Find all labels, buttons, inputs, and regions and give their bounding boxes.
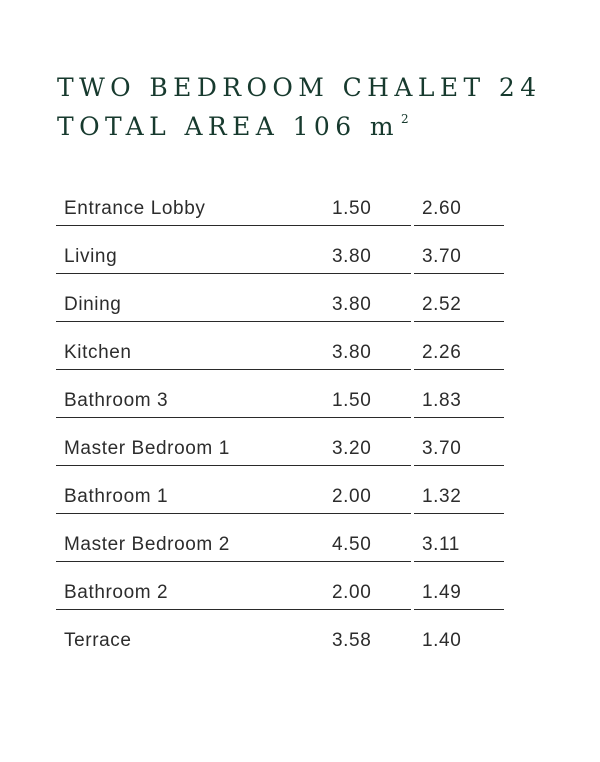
room-name: Dining bbox=[64, 294, 122, 315]
table-row bbox=[56, 417, 506, 465]
room-name: Master Bedroom 1 bbox=[64, 438, 230, 459]
table-row bbox=[56, 321, 506, 369]
room-dimension-2: 2.52 bbox=[422, 294, 462, 315]
total-area-text: TOTAL AREA 106 m bbox=[57, 112, 399, 141]
table-row bbox=[56, 561, 506, 609]
room-dimension-1: 2.00 bbox=[332, 486, 372, 507]
room-dimensions-table bbox=[56, 177, 506, 657]
room-dimension-2: 2.60 bbox=[422, 198, 462, 219]
room-dimension-1: 4.50 bbox=[332, 534, 372, 555]
room-name: Bathroom 3 bbox=[64, 390, 169, 411]
room-dimension-1: 1.50 bbox=[332, 198, 372, 219]
room-dimension-1: 3.20 bbox=[332, 438, 372, 459]
room-dimension-2: 3.70 bbox=[422, 246, 462, 267]
table-row bbox=[56, 369, 506, 417]
room-name: Living bbox=[64, 246, 118, 267]
room-dimension-2: 3.70 bbox=[422, 438, 462, 459]
room-dimension-2: 1.49 bbox=[422, 582, 462, 603]
room-dimension-1: 2.00 bbox=[332, 582, 372, 603]
table-row bbox=[56, 177, 506, 225]
room-dimension-1: 3.80 bbox=[332, 294, 372, 315]
table-row bbox=[56, 225, 506, 273]
title-line-1: TWO BEDROOM CHALET 24 bbox=[57, 73, 542, 102]
title-line-2 bbox=[57, 107, 542, 151]
room-name: Kitchen bbox=[64, 342, 132, 363]
room-name: Master Bedroom 2 bbox=[64, 534, 230, 555]
room-dimension-1: 1.50 bbox=[332, 390, 372, 411]
room-name: Terrace bbox=[64, 630, 132, 651]
room-name: Entrance Lobby bbox=[64, 198, 206, 219]
room-dimension-2: 1.40 bbox=[422, 630, 462, 651]
room-name: Bathroom 1 bbox=[64, 486, 169, 507]
page-title bbox=[57, 68, 542, 151]
room-name: Bathroom 2 bbox=[64, 582, 169, 603]
table-row bbox=[56, 609, 506, 657]
room-dimension-1: 3.58 bbox=[332, 630, 372, 651]
room-dimension-2: 2.26 bbox=[422, 342, 462, 363]
room-dimension-2: 1.83 bbox=[422, 390, 462, 411]
table-row bbox=[56, 513, 506, 561]
room-dimension-2: 3.11 bbox=[422, 534, 460, 555]
room-dimension-1: 3.80 bbox=[332, 246, 372, 267]
area-unit-superscript: 2 bbox=[400, 112, 409, 126]
room-dimension-1: 3.80 bbox=[332, 342, 372, 363]
table-row bbox=[56, 273, 506, 321]
room-dimension-2: 1.32 bbox=[422, 486, 462, 507]
table-row bbox=[56, 465, 506, 513]
